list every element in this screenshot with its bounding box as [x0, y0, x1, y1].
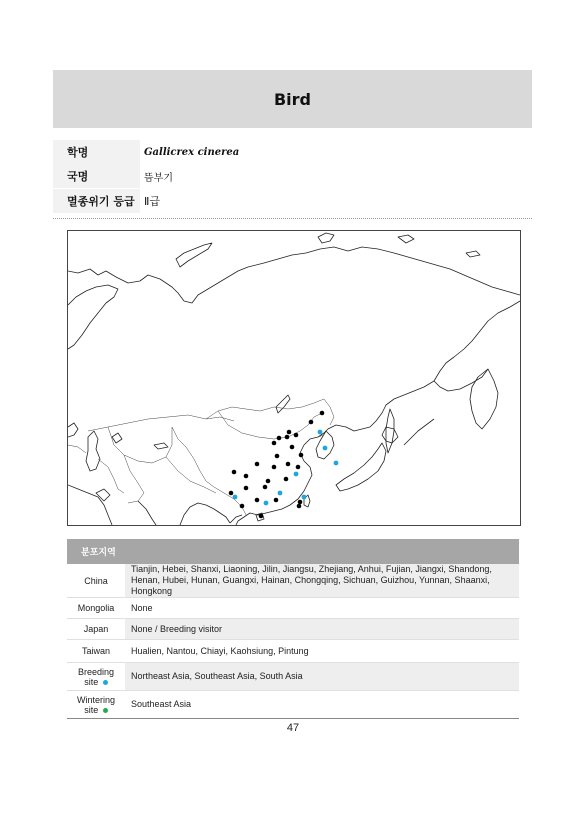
row-label: Mongolia — [67, 598, 125, 619]
record-point — [277, 436, 282, 441]
row-label-line2: site — [84, 704, 99, 715]
breeding-point — [294, 472, 299, 477]
caspian-sea — [86, 431, 100, 471]
row-value: Southeast Asia — [125, 691, 519, 719]
record-point — [287, 430, 292, 435]
india-coast — [138, 501, 230, 525]
border-mongolia-china — [218, 411, 322, 439]
record-point — [298, 500, 303, 505]
border-india-nepal — [166, 457, 216, 493]
border-russia-kazakhstan — [88, 415, 234, 431]
row-label: Japan — [67, 619, 125, 640]
breeding-dot-icon — [103, 680, 108, 685]
border-central-asia — [108, 427, 172, 463]
breeding-point — [323, 446, 328, 451]
row-value: Tianjin, Hebei, Shanxi, Liaoning, Jilin, Jiangsu, Zhejiang, Anhui, Fujian, Jiangxi, Shandong, Henan, Hubei, Hunan, Guangxi, Hainan, Chongqing, Sichuan, Guizhou, Yunnan, Shaanxi, Hongkong — [125, 564, 519, 598]
chukotka-coast — [434, 301, 520, 391]
info-row-endangered-grade — [53, 189, 532, 213]
table-row — [67, 598, 519, 619]
record-point — [229, 491, 234, 496]
breeding-point — [302, 495, 307, 500]
row-label — [67, 691, 125, 719]
record-point — [255, 462, 260, 467]
info-label: 국명 — [53, 164, 140, 188]
wintering-dot-icon — [103, 708, 108, 713]
wrangel-island — [466, 251, 480, 257]
table-row — [67, 619, 519, 640]
record-point — [244, 474, 249, 479]
page-title: Bird — [273, 89, 312, 109]
aral-sea — [112, 433, 122, 443]
record-point — [275, 454, 280, 459]
row-label: Taiwan — [67, 640, 125, 663]
row-value: Northeast Asia, Southeast Asia, South Asia — [125, 663, 519, 691]
row-label-line2: site — [84, 676, 99, 687]
okhotsk-coast — [370, 381, 434, 427]
new-siberian-islands — [398, 235, 414, 243]
record-point — [272, 441, 277, 446]
record-point — [290, 445, 295, 450]
endangered-grade: Ⅱ급 — [144, 195, 161, 208]
table-row — [67, 663, 519, 691]
novaya-zemlya — [176, 243, 212, 267]
info-row-korean-name — [53, 164, 532, 188]
info-label: 멸종위기 등급 — [53, 189, 140, 213]
record-point — [266, 479, 271, 484]
row-label — [67, 663, 125, 691]
lake-balkhash — [154, 443, 168, 449]
distribution-table — [67, 539, 519, 719]
table-header: 분포지역 — [67, 539, 519, 564]
record-point — [294, 433, 299, 438]
table-row — [67, 640, 519, 663]
arctic-coastline — [68, 247, 520, 303]
breeding-point — [233, 495, 238, 500]
indochina-coast — [230, 515, 242, 523]
row-value: None / Breeding visitor — [125, 619, 519, 640]
border-iran — [98, 459, 124, 493]
korean-peninsula — [316, 431, 334, 459]
severnaya-zemlya — [318, 233, 334, 243]
border-afghan-pakistan — [124, 455, 144, 503]
distribution-map — [67, 230, 521, 526]
separator — [53, 218, 532, 219]
middle-east-coast — [68, 485, 112, 525]
scientific-name: Gallicrex cinerea — [144, 146, 240, 158]
table-row — [67, 564, 519, 598]
record-point — [286, 462, 291, 467]
row-value: Hualien, Nantou, Chiayi, Kaohsiung, Pintung — [125, 640, 519, 663]
info-row-scientific-name — [53, 140, 532, 164]
lake-baikal — [276, 395, 290, 413]
table-header-row — [67, 539, 519, 564]
scandinavia-outline — [68, 285, 118, 349]
breeding-point — [318, 430, 323, 435]
record-point — [320, 411, 325, 416]
record-point — [284, 477, 289, 482]
row-value: None — [125, 598, 519, 619]
korean-name: 뜸부기 — [144, 172, 173, 184]
occurrence-dots — [229, 411, 339, 519]
kuril-islands — [404, 419, 434, 445]
record-point — [285, 435, 290, 440]
record-point — [244, 486, 249, 491]
record-point — [263, 485, 268, 490]
row-label-line1: Wintering — [76, 694, 115, 705]
record-point — [309, 420, 314, 425]
row-label: China — [67, 564, 125, 598]
record-point — [296, 465, 301, 470]
kamchatka — [470, 369, 498, 429]
record-point — [272, 465, 277, 470]
page-number: 47 — [286, 722, 300, 734]
black-sea — [68, 423, 78, 437]
record-point — [232, 470, 237, 475]
breeding-point — [264, 501, 269, 506]
record-point — [274, 498, 279, 503]
title-bar — [53, 70, 532, 128]
table-row — [67, 691, 519, 719]
breeding-point — [334, 461, 339, 466]
record-point — [255, 498, 260, 503]
info-label: 학명 — [53, 140, 140, 164]
japan — [336, 427, 398, 491]
persian-gulf — [96, 489, 110, 501]
border-turkey — [68, 445, 86, 453]
record-point — [299, 453, 304, 458]
record-point — [240, 504, 245, 509]
breeding-point — [278, 491, 283, 496]
row-label-line1: Breeding — [77, 666, 115, 677]
record-point — [259, 514, 264, 519]
map-svg — [68, 231, 520, 525]
record-point — [297, 504, 302, 509]
sakhalin — [386, 409, 394, 453]
